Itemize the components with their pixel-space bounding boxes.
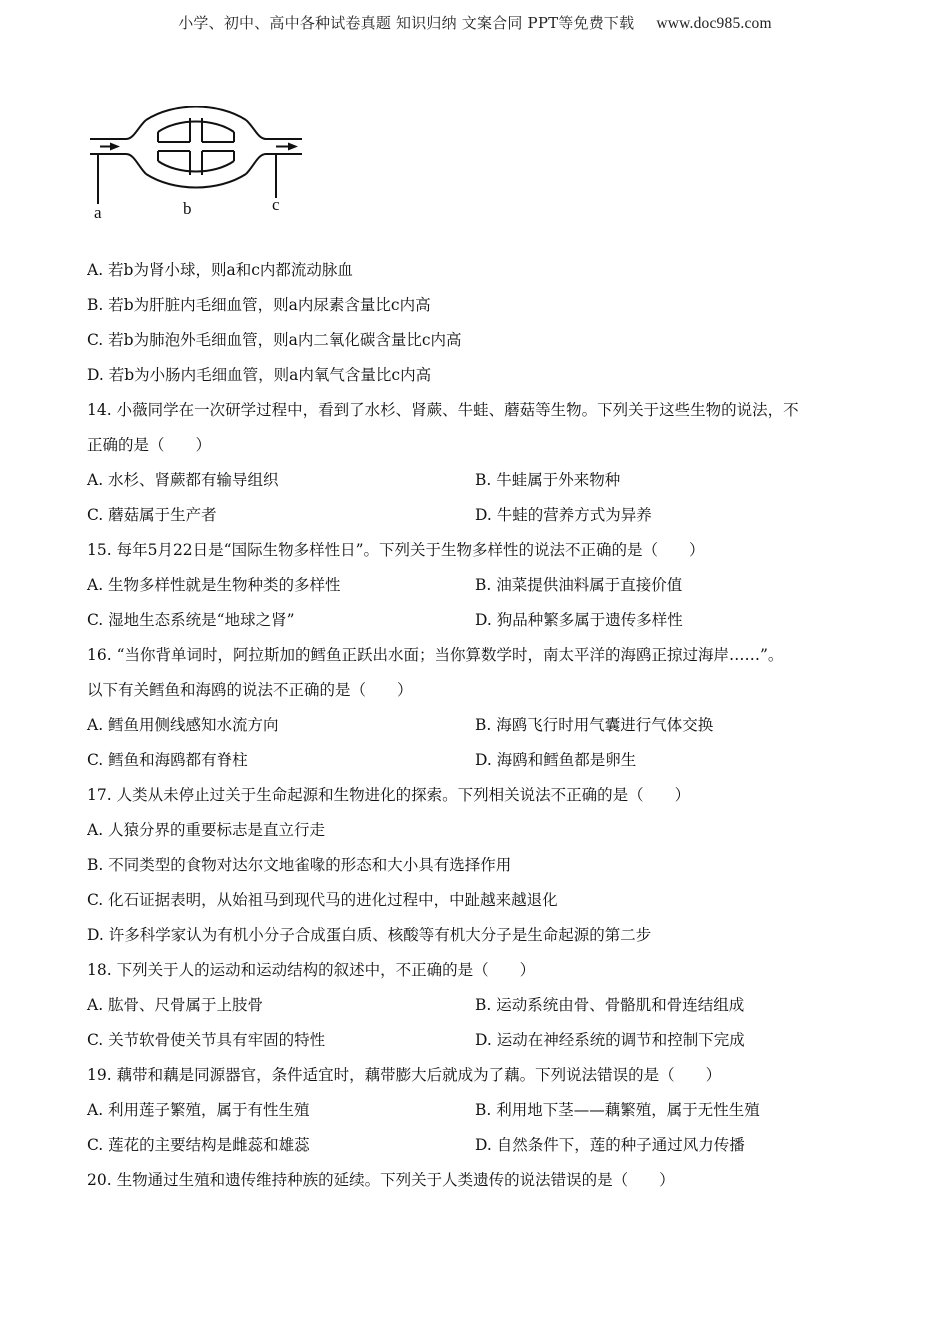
q18-options-row1 — [87, 988, 867, 1023]
q20-stem: 20. 生物通过生殖和遗传维持种族的延续。下列关于人类遗传的说法错误的是（ ） — [87, 1171, 675, 1189]
q17-stem: 17. 人类从未停止过关于生命起源和生物进化的探索。下列相关说法不正确的是（ ） — [87, 786, 691, 804]
q14-option-b: B. 牛蛙属于外来物种 — [475, 471, 621, 489]
q15-option-a: A. 生物多样性就是生物种类的多样性 — [87, 576, 341, 594]
q16-options-row2 — [87, 743, 867, 778]
q17-option-c: C. 化石证据表明，从始祖马到现代马的进化过程中，中趾越来越退化 — [87, 891, 558, 909]
q16-stem-line1: 16. “当你背单词时，阿拉斯加的鳕鱼正跃出水面；当你算数学时，南太平洋的海鸥正掠过海岸……”。 — [87, 646, 784, 664]
header-text: 小学、初中、高中各种试卷真题 知识归纳 文案合同 PPT等免费下载 — [178, 14, 635, 32]
q19-options-row2 — [87, 1128, 867, 1163]
q13-option-d: D. 若b为小肠内毛细血管，则a内氧气含量比c内高 — [87, 366, 432, 384]
label-c: c — [272, 195, 280, 214]
q14-options-row2 — [87, 498, 867, 533]
q13-option-b: B. 若b为肝脏内毛细血管，则a内尿素含量比c内高 — [87, 296, 431, 314]
blood-vessel-diagram — [86, 106, 306, 222]
q14-options-row1 — [87, 463, 867, 498]
q15-stem: 15. 每年5月22日是“国际生物多样性日”。下列关于生物多样性的说法不正确的是（ ） — [87, 541, 705, 559]
label-b: b — [183, 199, 192, 218]
question-content — [87, 253, 867, 1198]
q16-option-d: D. 海鸥和鳕鱼都是卵生 — [475, 751, 637, 769]
q14-option-d: D. 牛蛙的营养方式为异养 — [475, 506, 652, 524]
q16-option-b: B. 海鸥飞行时用气囊进行气体交换 — [475, 716, 714, 734]
q19-stem: 19. 藕带和藕是同源器官，条件适宜时，藕带膨大后就成为了藕。下列说法错误的是（ ） — [87, 1066, 722, 1084]
q15-options-row2 — [87, 603, 867, 638]
q19-option-a: A. 利用莲子繁殖，属于有性生殖 — [87, 1101, 310, 1119]
q17-option-a: A. 人猿分界的重要标志是直立行走 — [87, 821, 326, 839]
q16-option-c: C. 鳕鱼和海鸥都有脊柱 — [87, 751, 248, 769]
q18-options-row2 — [87, 1023, 867, 1058]
page-header — [0, 12, 950, 33]
q14-option-a: A. 水杉、肾蕨都有输导组织 — [87, 471, 279, 489]
label-a: a — [94, 203, 102, 222]
q18-option-b: B. 运动系统由骨、骨骼肌和骨连结组成 — [475, 996, 745, 1014]
q18-option-a: A. 肱骨、尺骨属于上肢骨 — [87, 996, 264, 1014]
q15-option-b: B. 油菜提供油料属于直接价值 — [475, 576, 683, 594]
q14-option-c: C. 蘑菇属于生产者 — [87, 506, 217, 524]
q19-option-c: C. 莲花的主要结构是雌蕊和雄蕊 — [87, 1136, 310, 1154]
q19-options-row1 — [87, 1093, 867, 1128]
q16-option-a: A. 鳕鱼用侧线感知水流方向 — [87, 716, 279, 734]
q18-option-d: D. 运动在神经系统的调节和控制下完成 — [475, 1031, 745, 1049]
q17-option-b: B. 不同类型的食物对达尔文地雀喙的形态和大小具有选择作用 — [87, 856, 512, 874]
q13-option-a: A. 若b为肾小球，则a和c内都流动脉血 — [87, 261, 353, 279]
q15-options-row1 — [87, 568, 867, 603]
q15-option-c: C. 湿地生态系统是“地球之肾” — [87, 611, 295, 629]
q14-stem-line1: 14. 小薇同学在一次研学过程中，看到了水杉、肾蕨、牛蛙、蘑菇等生物。下列关于这些生物的说法，不 — [87, 401, 799, 419]
q19-option-b: B. 利用地下茎——藕繁殖，属于无性生殖 — [475, 1101, 760, 1119]
q16-options-row1 — [87, 708, 867, 743]
q14-stem-line2: 正确的是（ ） — [87, 436, 212, 454]
q17-option-d: D. 许多科学家认为有机小分子合成蛋白质、核酸等有机大分子是生命起源的第二步 — [87, 926, 652, 944]
q15-option-d: D. 狗品种繁多属于遗传多样性 — [475, 611, 683, 629]
q19-option-d: D. 自然条件下，莲的种子通过风力传播 — [475, 1136, 745, 1154]
q13-option-c: C. 若b为肺泡外毛细血管，则a内二氧化碳含量比c内高 — [87, 331, 462, 349]
q16-stem-line2: 以下有关鳕鱼和海鸥的说法不正确的是（ ） — [87, 681, 413, 699]
q18-option-c: C. 关节软骨使关节具有牢固的特性 — [87, 1031, 326, 1049]
q18-stem: 18. 下列关于人的运动和运动结构的叙述中，不正确的是（ ） — [87, 961, 536, 979]
header-url[interactable]: www.doc985.com — [656, 15, 772, 32]
